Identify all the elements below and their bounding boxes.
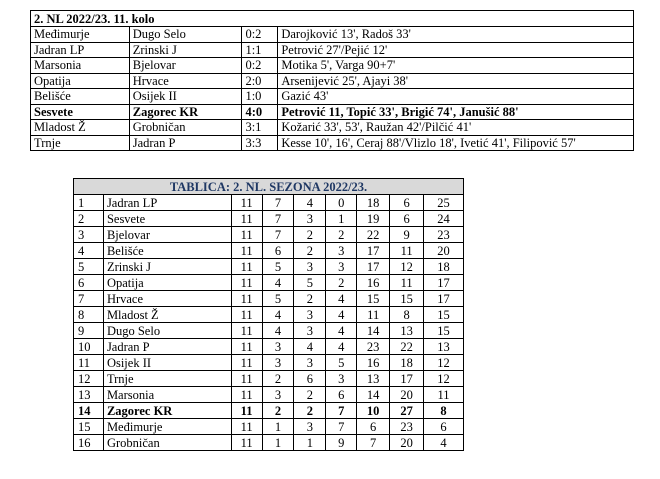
losses: 4 bbox=[326, 307, 357, 323]
losses: 2 bbox=[326, 275, 357, 291]
standings-title-row bbox=[74, 179, 464, 195]
goals-for: 16 bbox=[357, 275, 390, 291]
position: 13 bbox=[74, 387, 104, 403]
draws: 3 bbox=[294, 211, 326, 227]
match-score: 0:2 bbox=[242, 58, 278, 74]
losses: 1 bbox=[326, 211, 357, 227]
away-team: Hrvace bbox=[129, 73, 242, 89]
points: 13 bbox=[424, 339, 464, 355]
team-name: Bjelovar bbox=[103, 227, 231, 243]
wins: 1 bbox=[262, 419, 294, 435]
match-score: 4:0 bbox=[242, 104, 278, 120]
wins: 5 bbox=[262, 259, 294, 275]
draws: 3 bbox=[294, 323, 326, 339]
goals-for: 14 bbox=[357, 387, 390, 403]
played: 11 bbox=[231, 387, 262, 403]
results-body bbox=[31, 27, 634, 151]
standings-row bbox=[74, 195, 464, 211]
goals-against: 12 bbox=[390, 259, 424, 275]
goals-against: 8 bbox=[390, 307, 424, 323]
match-scorers: Darojković 13', Radoš 33' bbox=[278, 27, 634, 43]
team-name: Jadran P bbox=[103, 339, 231, 355]
wins: 3 bbox=[262, 387, 294, 403]
team-name: Sesvete bbox=[103, 211, 231, 227]
team-name: Jadran LP bbox=[103, 195, 231, 211]
draws: 2 bbox=[294, 243, 326, 259]
match-row bbox=[31, 73, 634, 89]
played: 11 bbox=[231, 371, 262, 387]
position: 1 bbox=[74, 195, 104, 211]
played: 11 bbox=[231, 435, 262, 451]
wins: 3 bbox=[262, 339, 294, 355]
goals-for: 10 bbox=[357, 403, 390, 419]
away-team: Zagorec KR bbox=[129, 104, 242, 120]
match-scorers: Kožarić 33', 53', Raužan 42'/Pilčić 41' bbox=[278, 120, 634, 136]
match-score: 1:0 bbox=[242, 89, 278, 105]
wins: 7 bbox=[262, 227, 294, 243]
played: 11 bbox=[231, 195, 262, 211]
position: 11 bbox=[74, 355, 104, 371]
match-row bbox=[31, 42, 634, 58]
team-name: Trnje bbox=[103, 371, 231, 387]
team-name: Marsonia bbox=[103, 387, 231, 403]
goals-against: 17 bbox=[390, 371, 424, 387]
losses: 5 bbox=[326, 355, 357, 371]
match-row bbox=[31, 104, 634, 120]
standings-row bbox=[74, 387, 464, 403]
match-score: 3:3 bbox=[242, 135, 278, 151]
draws: 6 bbox=[294, 371, 326, 387]
played: 11 bbox=[231, 211, 262, 227]
points: 6 bbox=[424, 419, 464, 435]
goals-against: 15 bbox=[390, 291, 424, 307]
wins: 7 bbox=[262, 211, 294, 227]
position: 8 bbox=[74, 307, 104, 323]
goals-for: 6 bbox=[357, 419, 390, 435]
match-row bbox=[31, 27, 634, 43]
results-header-row bbox=[31, 11, 634, 27]
away-team: Dugo Selo bbox=[129, 27, 242, 43]
goals-for: 18 bbox=[357, 195, 390, 211]
points: 8 bbox=[424, 403, 464, 419]
wins: 6 bbox=[262, 243, 294, 259]
goals-against: 20 bbox=[390, 387, 424, 403]
match-row bbox=[31, 135, 634, 151]
draws: 1 bbox=[294, 435, 326, 451]
draws: 3 bbox=[294, 419, 326, 435]
match-row bbox=[31, 58, 634, 74]
goals-against: 6 bbox=[390, 211, 424, 227]
played: 11 bbox=[231, 259, 262, 275]
position: 16 bbox=[74, 435, 104, 451]
standings-row bbox=[74, 259, 464, 275]
played: 11 bbox=[231, 403, 262, 419]
wins: 2 bbox=[262, 371, 294, 387]
goals-against: 22 bbox=[390, 339, 424, 355]
wins: 5 bbox=[262, 291, 294, 307]
losses: 3 bbox=[326, 371, 357, 387]
goals-against: 20 bbox=[390, 435, 424, 451]
position: 7 bbox=[74, 291, 104, 307]
position: 15 bbox=[74, 419, 104, 435]
goals-against: 6 bbox=[390, 195, 424, 211]
home-team: Međimurje bbox=[31, 27, 130, 43]
losses: 0 bbox=[326, 195, 357, 211]
standings-body bbox=[74, 195, 464, 451]
goals-for: 13 bbox=[357, 371, 390, 387]
position: 5 bbox=[74, 259, 104, 275]
goals-against: 11 bbox=[390, 275, 424, 291]
goals-against: 18 bbox=[390, 355, 424, 371]
played: 11 bbox=[231, 355, 262, 371]
played: 11 bbox=[231, 275, 262, 291]
draws: 5 bbox=[294, 275, 326, 291]
draws: 4 bbox=[294, 195, 326, 211]
losses: 4 bbox=[326, 339, 357, 355]
draws: 3 bbox=[294, 259, 326, 275]
points: 17 bbox=[424, 291, 464, 307]
match-score: 0:2 bbox=[242, 27, 278, 43]
position: 4 bbox=[74, 243, 104, 259]
away-team: Grobničan bbox=[129, 120, 242, 136]
goals-for: 15 bbox=[357, 291, 390, 307]
standings-title: TABLICA: 2. NL. SEZONA 2022/23. bbox=[74, 179, 464, 195]
team-name: Zrinski J bbox=[103, 259, 231, 275]
draws: 3 bbox=[294, 355, 326, 371]
position: 6 bbox=[74, 275, 104, 291]
standings-row bbox=[74, 339, 464, 355]
played: 11 bbox=[231, 243, 262, 259]
team-name: Hrvace bbox=[103, 291, 231, 307]
home-team: Opatija bbox=[31, 73, 130, 89]
match-scorers: Petrović 27'/Pejić 12' bbox=[278, 42, 634, 58]
position: 9 bbox=[74, 323, 104, 339]
match-score: 2:0 bbox=[242, 73, 278, 89]
goals-for: 17 bbox=[357, 259, 390, 275]
team-name: Dugo Selo bbox=[103, 323, 231, 339]
home-team: Trnje bbox=[31, 135, 130, 151]
position: 2 bbox=[74, 211, 104, 227]
losses: 7 bbox=[326, 403, 357, 419]
goals-against: 13 bbox=[390, 323, 424, 339]
match-score: 1:1 bbox=[242, 42, 278, 58]
standings-row bbox=[74, 307, 464, 323]
goals-against: 23 bbox=[390, 419, 424, 435]
match-row bbox=[31, 89, 634, 105]
points: 11 bbox=[424, 387, 464, 403]
wins: 2 bbox=[262, 403, 294, 419]
match-row bbox=[31, 120, 634, 136]
goals-against: 11 bbox=[390, 243, 424, 259]
team-name: Mladost Ž bbox=[103, 307, 231, 323]
wins: 3 bbox=[262, 355, 294, 371]
losses: 2 bbox=[326, 227, 357, 243]
points: 15 bbox=[424, 323, 464, 339]
points: 24 bbox=[424, 211, 464, 227]
points: 15 bbox=[424, 307, 464, 323]
standings-row bbox=[74, 323, 464, 339]
losses: 4 bbox=[326, 291, 357, 307]
wins: 4 bbox=[262, 275, 294, 291]
away-team: Zrinski J bbox=[129, 42, 242, 58]
match-scorers: Petrović 11, Topić 33', Brigić 74', Janušić 88' bbox=[278, 104, 634, 120]
position: 10 bbox=[74, 339, 104, 355]
position: 14 bbox=[74, 403, 104, 419]
played: 11 bbox=[231, 323, 262, 339]
results-header: 2. NL 2022/23. 11. kolo bbox=[31, 11, 634, 27]
draws: 3 bbox=[294, 307, 326, 323]
team-name: Grobničan bbox=[103, 435, 231, 451]
standings-row bbox=[74, 419, 464, 435]
standings-row bbox=[74, 435, 464, 451]
home-team: Sesvete bbox=[31, 104, 130, 120]
goals-for: 19 bbox=[357, 211, 390, 227]
wins: 7 bbox=[262, 195, 294, 211]
goals-for: 14 bbox=[357, 323, 390, 339]
match-scorers: Gazić 43' bbox=[278, 89, 634, 105]
points: 17 bbox=[424, 275, 464, 291]
position: 12 bbox=[74, 371, 104, 387]
standings-row bbox=[74, 275, 464, 291]
away-team: Jadran P bbox=[129, 135, 242, 151]
points: 23 bbox=[424, 227, 464, 243]
results-table bbox=[30, 10, 634, 151]
match-score: 3:1 bbox=[242, 120, 278, 136]
standings-row bbox=[74, 227, 464, 243]
team-name: Međimurje bbox=[103, 419, 231, 435]
goals-for: 23 bbox=[357, 339, 390, 355]
goals-for: 11 bbox=[357, 307, 390, 323]
standings-row bbox=[74, 403, 464, 419]
draws: 2 bbox=[294, 227, 326, 243]
standings-row bbox=[74, 211, 464, 227]
match-scorers: Motika 5', Varga 90+7' bbox=[278, 58, 634, 74]
losses: 6 bbox=[326, 387, 357, 403]
played: 11 bbox=[231, 291, 262, 307]
points: 12 bbox=[424, 371, 464, 387]
match-scorers: Kesse 10', 16', Ceraj 88'/Vlizlo 18', Ivetić 41', Filipović 57' bbox=[278, 135, 634, 151]
goals-against: 9 bbox=[390, 227, 424, 243]
away-team: Bjelovar bbox=[129, 58, 242, 74]
draws: 2 bbox=[294, 387, 326, 403]
goals-for: 7 bbox=[357, 435, 390, 451]
team-name: Belišće bbox=[103, 243, 231, 259]
goals-against: 27 bbox=[390, 403, 424, 419]
wins: 1 bbox=[262, 435, 294, 451]
losses: 3 bbox=[326, 259, 357, 275]
losses: 3 bbox=[326, 243, 357, 259]
standings-table bbox=[73, 178, 464, 451]
position: 3 bbox=[74, 227, 104, 243]
draws: 4 bbox=[294, 339, 326, 355]
team-name: Osijek II bbox=[103, 355, 231, 371]
match-scorers: Arsenijević 25', Ajayi 38' bbox=[278, 73, 634, 89]
draws: 2 bbox=[294, 291, 326, 307]
home-team: Mladost Ž bbox=[31, 120, 130, 136]
goals-for: 22 bbox=[357, 227, 390, 243]
wins: 4 bbox=[262, 307, 294, 323]
goals-for: 17 bbox=[357, 243, 390, 259]
draws: 2 bbox=[294, 403, 326, 419]
played: 11 bbox=[231, 419, 262, 435]
points: 18 bbox=[424, 259, 464, 275]
points: 12 bbox=[424, 355, 464, 371]
goals-for: 16 bbox=[357, 355, 390, 371]
points: 4 bbox=[424, 435, 464, 451]
wins: 4 bbox=[262, 323, 294, 339]
points: 20 bbox=[424, 243, 464, 259]
away-team: Osijek II bbox=[129, 89, 242, 105]
standings-row bbox=[74, 371, 464, 387]
standings-row bbox=[74, 291, 464, 307]
standings-row bbox=[74, 355, 464, 371]
played: 11 bbox=[231, 307, 262, 323]
points: 25 bbox=[424, 195, 464, 211]
losses: 4 bbox=[326, 323, 357, 339]
team-name: Opatija bbox=[103, 275, 231, 291]
standings-row bbox=[74, 243, 464, 259]
played: 11 bbox=[231, 339, 262, 355]
team-name: Zagorec KR bbox=[103, 403, 231, 419]
played: 11 bbox=[231, 227, 262, 243]
home-team: Belišće bbox=[31, 89, 130, 105]
losses: 9 bbox=[326, 435, 357, 451]
home-team: Jadran LP bbox=[31, 42, 130, 58]
home-team: Marsonia bbox=[31, 58, 130, 74]
losses: 7 bbox=[326, 419, 357, 435]
